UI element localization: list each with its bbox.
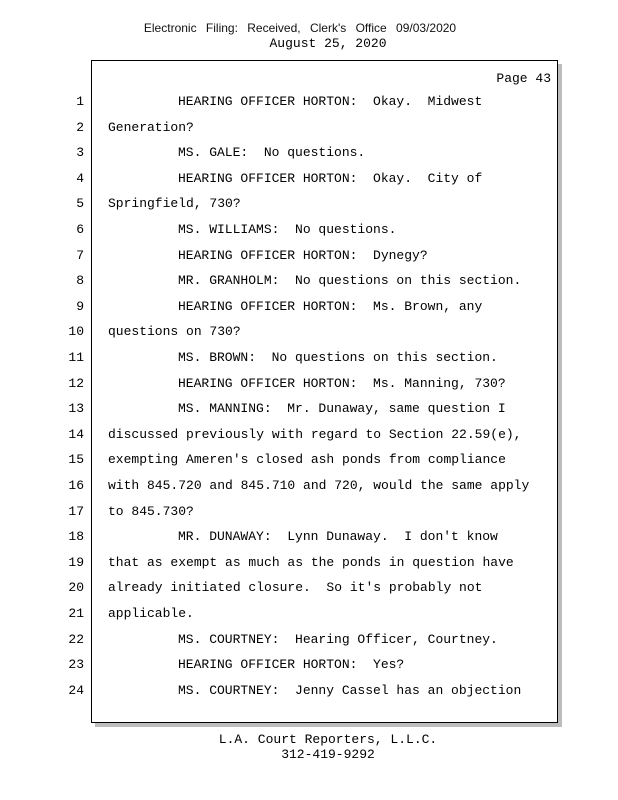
line-number: 2 xyxy=(76,119,84,135)
line-number: 12 xyxy=(68,375,84,391)
line-text: HEARING OFFICER HORTON: Ms. Manning, 730? xyxy=(178,375,506,391)
line-number: 7 xyxy=(76,247,84,263)
line-number: 4 xyxy=(76,170,84,186)
line-number: 21 xyxy=(68,606,84,621)
transcript-line xyxy=(0,297,600,317)
line-text: exempting Ameren's closed ash ponds from compliance xyxy=(108,452,506,468)
line-text: MR. DUNAWAY: Lynn Dunaway. I don't know xyxy=(178,529,498,545)
e-filing-stamp: Electronic Filing: Received, Clerk's Office 09/03/2020 xyxy=(143,21,457,35)
line-number: 19 xyxy=(68,554,84,570)
line-text: MS. COURTNEY: Jenny Cassel has an objection xyxy=(178,682,522,698)
line-number: 9 xyxy=(76,298,84,314)
line-text: Springfield, 730? xyxy=(108,196,241,212)
transcript-line xyxy=(0,143,600,163)
transcript-line xyxy=(0,578,600,598)
transcript-line xyxy=(0,476,600,496)
line-number: 14 xyxy=(68,426,84,442)
transcript-line xyxy=(0,630,600,650)
transcript-line xyxy=(0,553,600,573)
transcript-line xyxy=(0,604,600,624)
document-date: August 25, 2020 xyxy=(269,36,387,51)
line-number: 6 xyxy=(76,222,84,237)
transcript-line xyxy=(0,220,600,240)
line-text: with 845.720 and 845.710 and 720, would the same apply xyxy=(108,478,530,493)
line-number: 17 xyxy=(68,503,84,519)
footer-phone: 312-419-9292 xyxy=(281,747,375,762)
line-text: HEARING OFFICER HORTON: Dynegy? xyxy=(178,247,428,263)
line-text: questions on 730? xyxy=(108,324,241,340)
transcript-line xyxy=(0,425,600,445)
transcript-line xyxy=(0,92,600,112)
transcript-line xyxy=(0,399,600,419)
page-number: Page 43 xyxy=(496,71,551,86)
line-text: HEARING OFFICER HORTON: Okay. Midwest xyxy=(178,94,483,109)
line-text: that as exempt as much as the ponds in question have xyxy=(108,554,514,570)
line-number: 23 xyxy=(68,657,84,673)
line-number: 3 xyxy=(76,145,84,161)
transcript-line xyxy=(0,169,600,189)
transcript-line xyxy=(0,655,600,675)
line-text: MS. MANNING: Mr. Dunaway, same question I xyxy=(178,401,506,417)
transcript-line xyxy=(0,450,600,470)
line-text: discussed previously with regard to Section 22.59(e), xyxy=(108,426,522,442)
line-text: applicable. xyxy=(108,606,194,621)
line-text: HEARING OFFICER HORTON: Ms. Brown, any xyxy=(178,298,483,314)
line-text: HEARING OFFICER HORTON: Yes? xyxy=(178,657,405,673)
transcript-line xyxy=(0,194,600,214)
line-text: MS. GALE: No questions. xyxy=(178,145,366,161)
line-number: 10 xyxy=(68,324,84,340)
transcript-line xyxy=(0,271,600,291)
transcript-line xyxy=(0,681,600,701)
line-number: 15 xyxy=(68,452,84,468)
transcript-line xyxy=(0,374,600,394)
transcript-line xyxy=(0,527,600,547)
line-number: 16 xyxy=(68,478,84,493)
line-number: 5 xyxy=(76,196,84,212)
line-number: 18 xyxy=(68,529,84,545)
line-number: 13 xyxy=(68,401,84,417)
transcript-line xyxy=(0,502,600,522)
footer-company: L.A. Court Reporters, L.L.C. xyxy=(218,732,438,747)
transcript-line xyxy=(0,348,600,368)
transcript-line xyxy=(0,246,600,266)
line-number: 11 xyxy=(68,350,84,365)
line-text: MS. WILLIAMS: No questions. xyxy=(178,222,397,237)
transcript-line xyxy=(0,118,600,138)
line-text: HEARING OFFICER HORTON: Okay. City of xyxy=(178,170,483,186)
line-text: to 845.730? xyxy=(108,503,194,519)
line-text: already initiated closure. So it's probably not xyxy=(108,580,483,596)
line-text: MS. BROWN: No questions on this section. xyxy=(178,350,498,365)
line-number: 24 xyxy=(68,682,84,698)
transcript-line xyxy=(0,322,600,342)
line-number: 8 xyxy=(76,273,84,289)
line-number: 1 xyxy=(76,94,84,109)
line-number: 20 xyxy=(68,580,84,596)
line-text: MS. COURTNEY: Hearing Officer, Courtney. xyxy=(178,631,498,647)
line-text: MR. GRANHOLM: No questions on this section. xyxy=(178,273,522,289)
line-number: 22 xyxy=(68,631,84,647)
line-text: Generation? xyxy=(108,119,194,135)
